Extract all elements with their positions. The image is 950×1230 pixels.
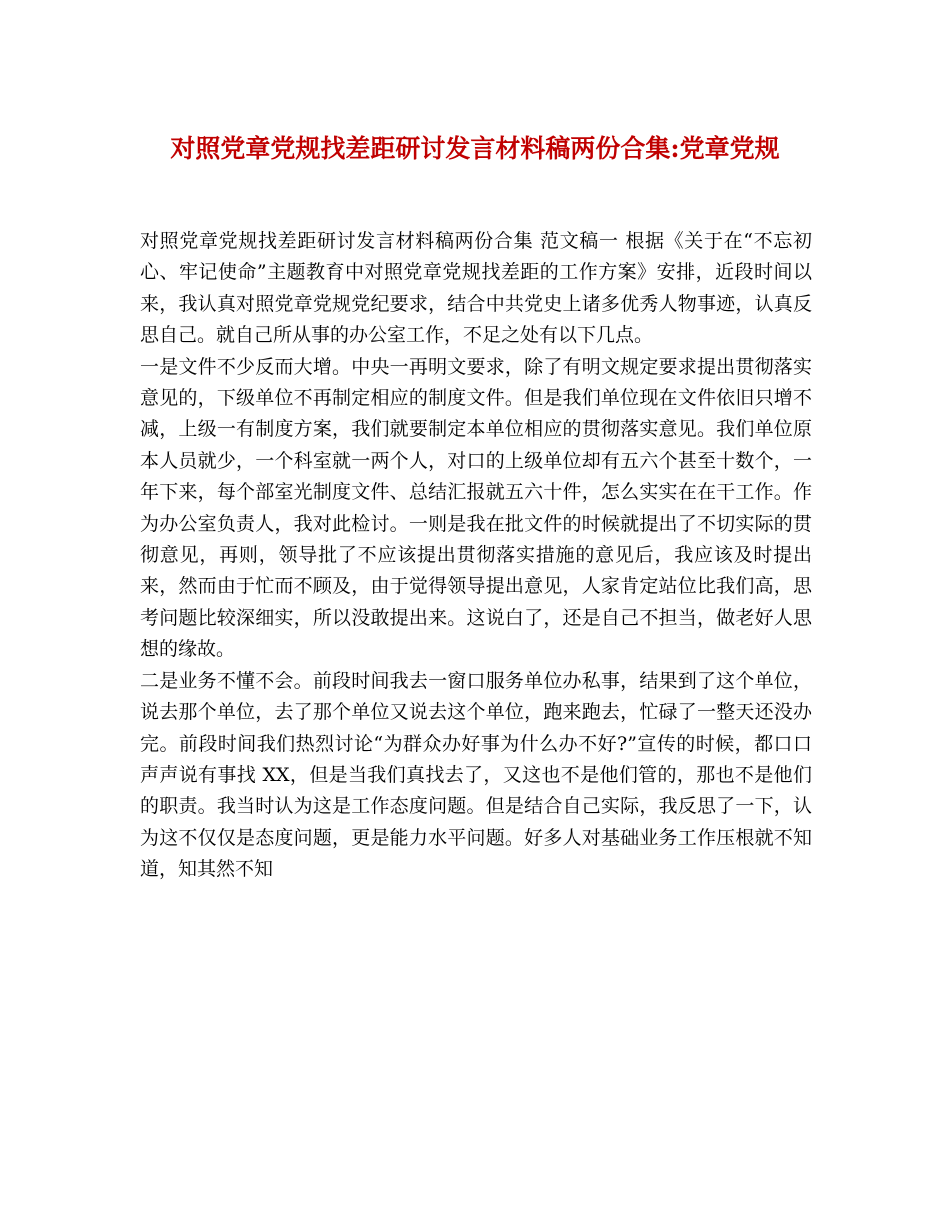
paragraph-point-two: 二是业务不懂不会。前段时间我去一窗口服务单位办私事，结果到了这个单位，说去那个单位，去了那个单位又说去这个单位，跑来跑去，忙碌了一整天还没办完。前段时间我们热烈讨论“为群众办好事为什么办不好?”宣传的时候，都口口声声说有事找 XX，但是当我们真找去了，又这也不是他们管的，那也不是他们的职责。我当时认为这是工作态度问题。但是结合自己实际，我反思了一下，认为这不仅仅是态度问题，更是能力水平问题。好多人对基础业务工作压根就不知道，知其然不知 — [140, 669, 812, 881]
document-title: 对照党章党规找差距研讨发言材料稿两份合集:党章党规 — [170, 134, 780, 163]
paragraph-point-one: 一是文件不少反而大增。中央一再明文要求，除了有明文规定要求提出贯彻落实意见的，下级单位不再制定相应的制度文件。但是我们单位现在文件依旧只增不减，上级一有制度方案，我们就要制定本单位相应的贯彻落实意见。我们单位原本人员就少，一个科室就一两个人，对口的上级单位却有五六个甚至十数个，一年下来，每个部室光制度文件、总结汇报就五六十件，怎么实实在在干工作。作为办公室负责人，我对此检讨。一则是我在批文件的时候就提出了不切实际的贯彻意见，再则，领导批了不应该提出贯彻落实措施的意见后，我应该及时提出来，然而由于忙而不顾及，由于觉得领导提出意见，人家肯定站位比我们高，思考问题比较深细实，所以没敢提出来。这说白了，还是自己不担当，做老好人思想的缘故。 — [140, 355, 812, 661]
document-body — [140, 226, 812, 886]
paragraph-intro: 对照党章党规找差距研讨发言材料稿两份合集 范文稿一 根据《关于在“不忘初心、牢记使命”主题教育中对照党章党规找差距的工作方案》安排，近段时间以来，我认真对照党章党规党纪要求，结合中共党史上诸多优秀人物事迹，认真反思自己。就自己所从事的办公室工作，不足之处有以下几点。 — [140, 230, 812, 347]
